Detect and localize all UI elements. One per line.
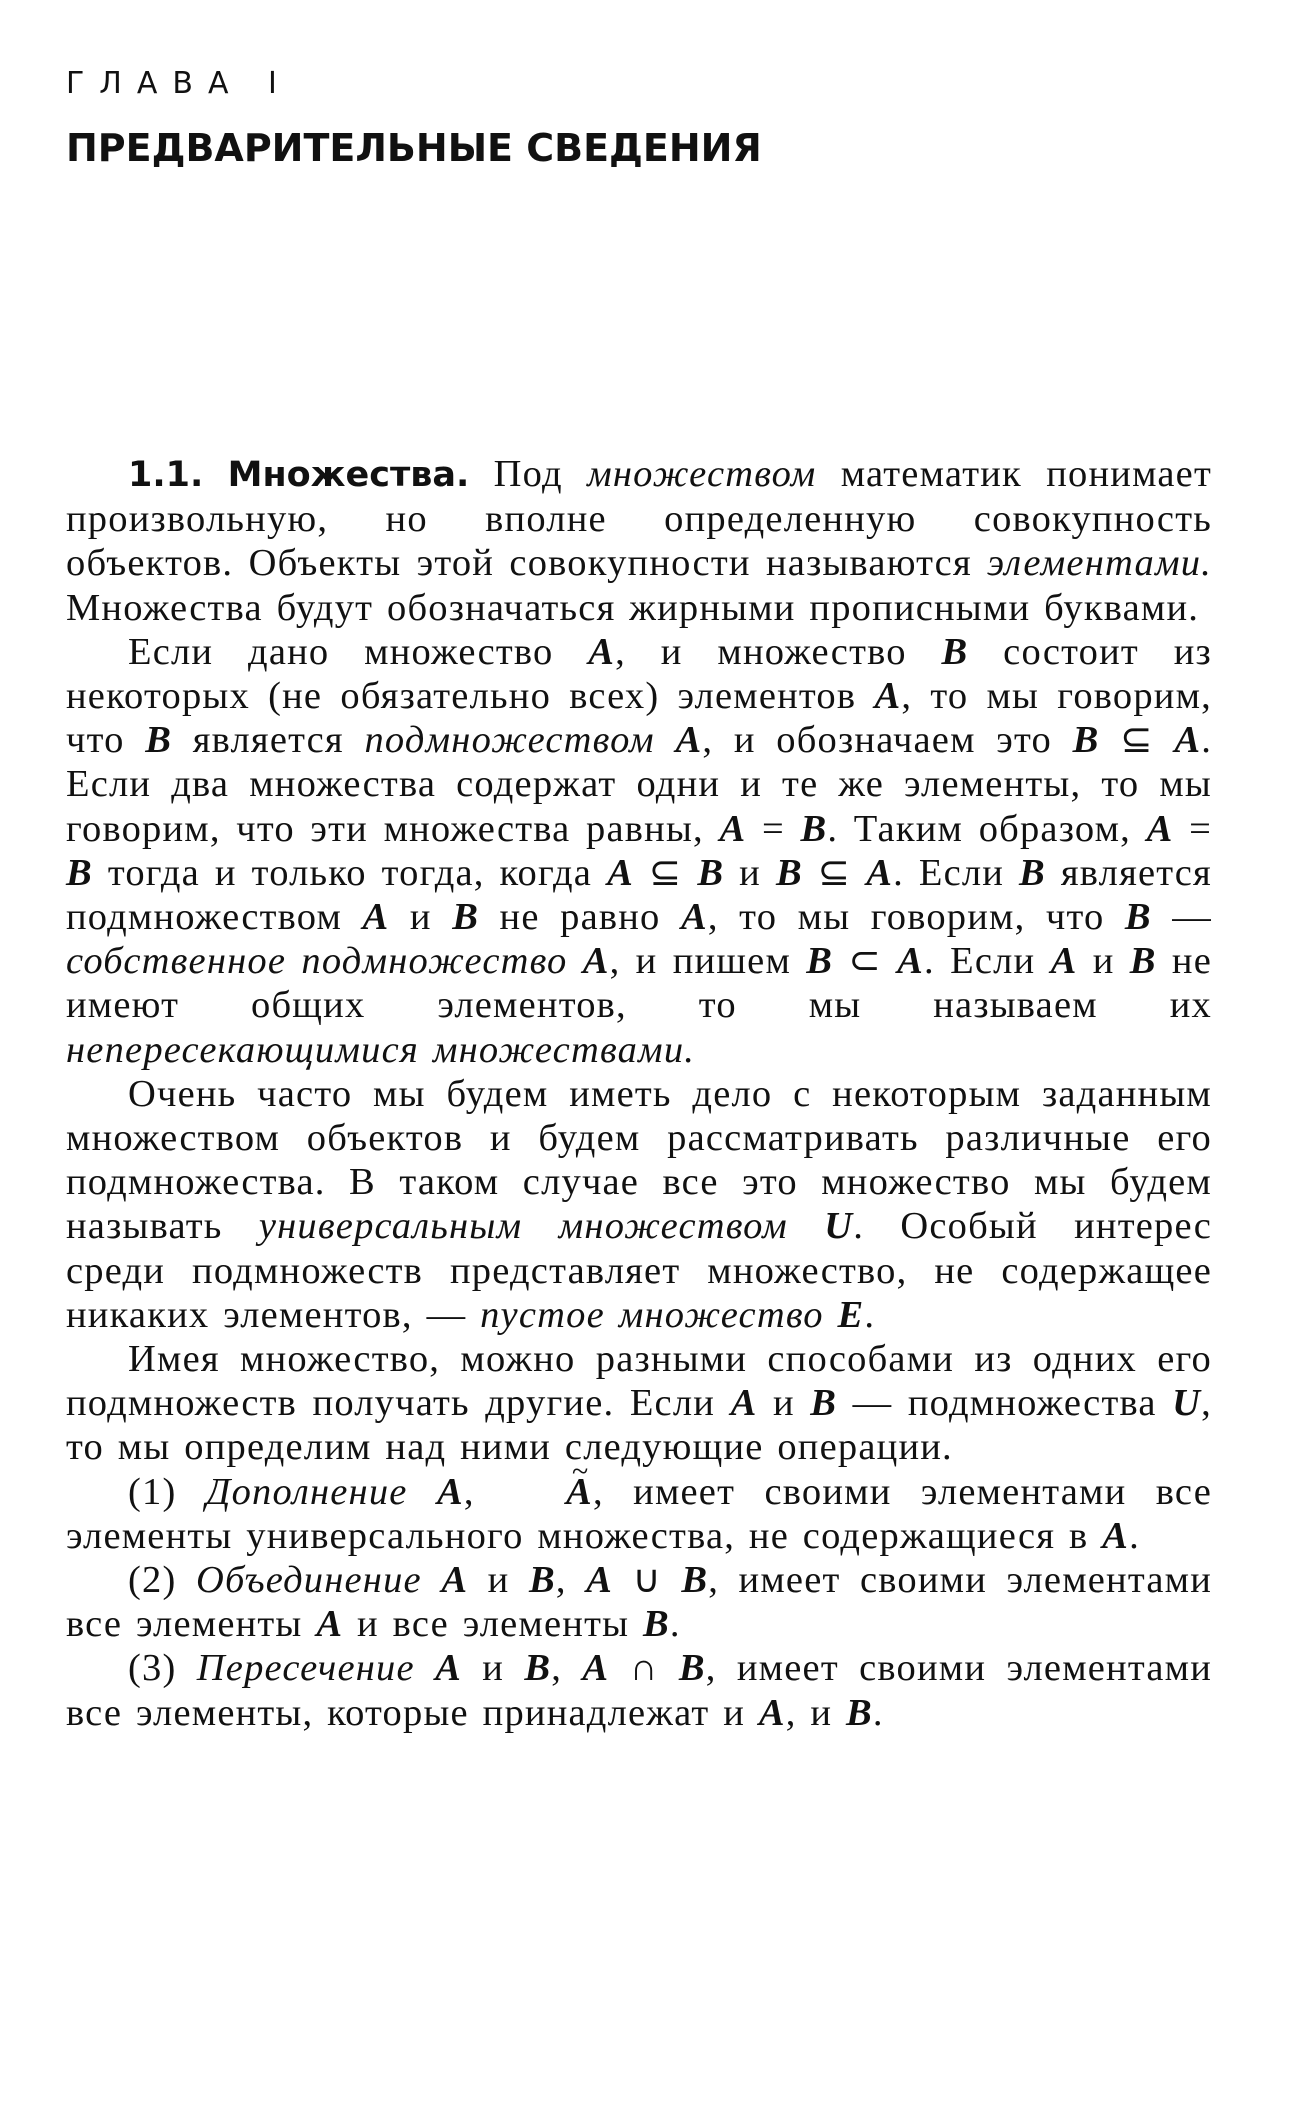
set-symbol: A (730, 1382, 758, 1425)
text: , и множество (615, 630, 942, 673)
term: универсальным множеством (258, 1205, 788, 1248)
paragraph-union (66, 1558, 1212, 1646)
text: , и обозначаем это (702, 719, 1073, 762)
set-symbol: B (941, 630, 969, 673)
chapter-label: ГЛАВА I (66, 66, 292, 101)
section-number: 1.1. (128, 455, 204, 495)
set-symbol: U (1172, 1382, 1202, 1425)
paragraph-intersection (66, 1646, 1212, 1734)
text: — подмножества (837, 1382, 1173, 1425)
set-symbol: A (607, 851, 634, 894)
set-symbol: B (145, 719, 173, 762)
set-symbol: B (528, 1559, 556, 1602)
item-number: (2) (128, 1559, 196, 1602)
chapter-title: ПРЕДВАРИТЕЛЬНЫЕ СВЕДЕНИЯ (66, 126, 762, 170)
text: , имеет своими элементами все элементы (66, 1559, 1212, 1646)
text: , то мы говорим, что (66, 675, 1212, 762)
paragraph-sets-definition (66, 452, 1212, 630)
text: и (389, 896, 453, 939)
set-symbol: B (678, 1647, 706, 1690)
set-symbol: A (588, 630, 616, 673)
set-symbol: A (680, 896, 708, 939)
set-symbol: E (837, 1293, 865, 1336)
set-symbol: A (874, 675, 902, 718)
text: состоит из некоторых (не обязательно всех) элементов (66, 630, 1212, 718)
text: и (461, 1647, 525, 1690)
intersection-symbol: ∩ (629, 1647, 659, 1690)
set-symbol: B (806, 940, 834, 983)
set-symbol: B (1072, 719, 1100, 762)
text: . Таким образом, (827, 807, 1147, 850)
set-symbol: B (643, 1603, 670, 1646)
text: . Если два множества содержат одни и те же элементы, то мы говорим, что эти множества равны, (66, 719, 1213, 850)
equals-symbol: = (761, 807, 785, 850)
term: Пересечение (196, 1647, 415, 1690)
text: Множества будут обозначаться жирными прописными буквами. (66, 586, 1200, 629)
text: , и пишем (609, 940, 807, 983)
term: множеством (587, 453, 817, 495)
text: , то мы говорим, что (707, 896, 1125, 939)
paragraph-universal-set (66, 1072, 1212, 1337)
equals-symbol: = (1189, 807, 1213, 850)
set-symbol: B (846, 1691, 873, 1734)
section-title: Множества. (227, 455, 470, 495)
text: не имеют общих элементов, то мы называем их (66, 940, 1212, 1027)
set-symbol: B (775, 851, 803, 894)
text: тогда и только тогда, когда (92, 851, 608, 894)
subset-symbol: ⊂ (848, 940, 882, 983)
text: является подмножеством (66, 851, 1212, 939)
text: математик понимает произвольную, но вполне определенную совокупность объектов. Объекты этой совокупности называются (66, 453, 1212, 585)
text: , имеет своими элементами все элементы универсального множества, не содержащиеся в (66, 1470, 1212, 1557)
set-symbol: A (758, 1691, 786, 1734)
text: не равно (479, 896, 681, 939)
term: пустое множество (480, 1293, 824, 1336)
set-symbol: A (1146, 807, 1174, 850)
set-symbol: B (66, 851, 93, 894)
set-symbol: B (810, 1382, 838, 1425)
set-symbol: B (1019, 851, 1046, 894)
set-symbol: B (524, 1647, 552, 1690)
text: . (1129, 1514, 1140, 1557)
set-symbol: B (697, 851, 725, 894)
set-symbol: A (1102, 1514, 1130, 1557)
paragraph-complement (66, 1470, 1212, 1558)
text: . (864, 1293, 876, 1336)
text: и (468, 1559, 529, 1602)
item-number: (3) (128, 1647, 197, 1690)
text: . Особый интерес среди подмножеств представляет множество, не содержащее никаких элементов, — (66, 1205, 1212, 1336)
item-number: (1) (128, 1470, 206, 1513)
set-symbol: A (362, 896, 390, 939)
text: Если дано множество (128, 630, 589, 673)
set-symbol: A (435, 1647, 462, 1690)
term: подмножеством (364, 719, 655, 762)
set-symbol: A (582, 940, 610, 983)
text: является (172, 719, 365, 762)
text: , (463, 1470, 505, 1513)
term: Дополнение (205, 1470, 408, 1513)
text: . Если (893, 851, 1020, 894)
text: . (872, 1691, 884, 1734)
set-symbol: A (1174, 719, 1202, 762)
subseteq-symbol: ⊆ (817, 851, 852, 894)
set-symbol: A (675, 719, 703, 762)
text: и все элементы (343, 1603, 643, 1646)
set-symbol: A (1050, 940, 1078, 983)
term: элементами. (987, 542, 1212, 585)
book-page (66, 0, 1212, 2126)
subseteq-symbol: ⊆ (648, 851, 683, 894)
text: и (1077, 940, 1130, 983)
text: , имеет своими элементами все элементы, которые принадлежат и (66, 1647, 1212, 1734)
subseteq-symbol: ⊆ (1120, 719, 1154, 762)
set-symbol: A (719, 807, 747, 850)
text: . Если (924, 940, 1051, 983)
text: и (757, 1382, 811, 1425)
union-symbol: ∪ (632, 1559, 662, 1602)
set-symbol: A (436, 1470, 464, 1513)
set-symbol: A (897, 940, 925, 983)
set-symbol: A (441, 1559, 469, 1602)
set-symbol: A (316, 1603, 344, 1646)
text: — (1151, 896, 1212, 939)
set-symbol: B (452, 896, 480, 939)
set-symbol: B (1124, 896, 1152, 939)
set-symbol: B (800, 807, 828, 850)
set-symbol: U (824, 1205, 854, 1248)
paragraph-operations-intro (66, 1337, 1212, 1470)
set-symbol: A (586, 1559, 614, 1602)
text: Имея множество, можно разными способами из одних его подмножеств получать другие. Если (66, 1338, 1212, 1425)
paragraph-subsets (66, 630, 1212, 1072)
set-symbol: A (866, 851, 894, 894)
text: Под (469, 453, 588, 495)
term: непересекающимися множествами. (66, 1028, 696, 1071)
text: , (555, 1559, 587, 1602)
text: , то мы определим над ними следующие операции. (66, 1382, 1212, 1469)
text: Очень часто мы будем иметь дело с некоторым заданным множеством объектов и будем рассматривать различные его подмножества. В таком случае все это множество мы будем называть (66, 1072, 1212, 1248)
body-text (66, 452, 1212, 1735)
complement-symbol: ~ A (504, 1470, 593, 1514)
term: Объединение (195, 1559, 422, 1602)
text: , (551, 1647, 583, 1690)
text: и (724, 851, 776, 894)
set-symbol: A (582, 1647, 610, 1690)
text: , и (785, 1691, 847, 1734)
text: . (669, 1603, 681, 1646)
set-symbol: B (1129, 940, 1157, 983)
term: собственное подмножество (66, 940, 568, 983)
set-symbol: B (681, 1559, 709, 1602)
